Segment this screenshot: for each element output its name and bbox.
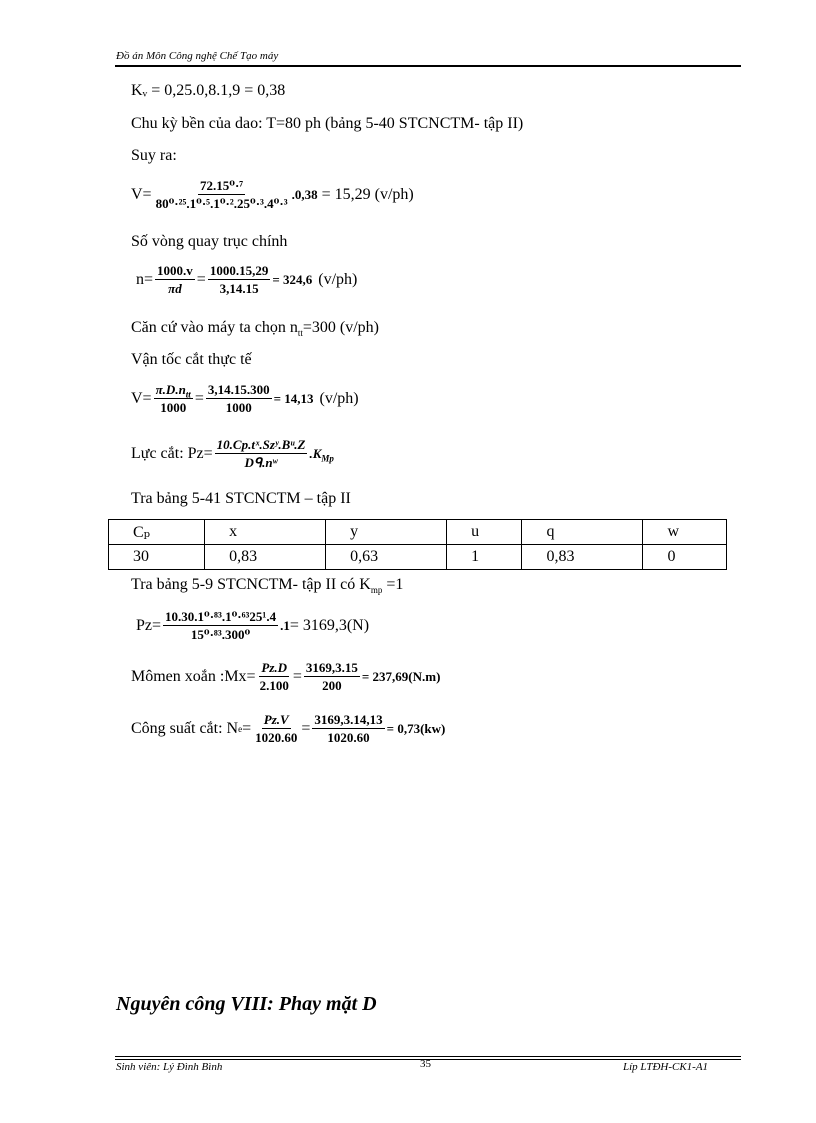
table-cell: 1 <box>447 545 522 570</box>
velocity-formula: V= $\frac{\text{72.15⁰·⁷}}{\text{80⁰·²⁵.1⁰·⁵.1⁰·².25⁰·³.4⁰·³}}$ .0,38 = 15,29 (v/ph) <box>131 178 414 211</box>
table-cell: 0 <box>643 545 727 570</box>
table-cell: w <box>643 520 727 545</box>
footer-rule <box>115 1056 741 1057</box>
table-cell: 0,83 <box>522 545 643 570</box>
cutting-force-value-formula: Pz= $\frac{\text{10.30.1⁰·⁸³.1⁰·⁶³25¹.4}}{\text{15⁰·⁸³.300⁰}}$ .1 = 3169,3(N) <box>136 609 370 642</box>
table-cell: x <box>205 520 326 545</box>
table-cell: 30 <box>109 545 205 570</box>
header-rule <box>115 65 741 67</box>
table-cell: u <box>447 520 522 545</box>
spindle-speed-heading: Số vòng quay trục chính <box>131 233 288 250</box>
torque-formula: Mômen xoắn :Mx= $\frac{Pz.D}{2.100}$ = $\frac{3169,3.15}{200}$ = 237,69(N.m) <box>131 660 441 693</box>
tool-life-line: Chu kỳ bền của dao: T=80 ph (bảng 5-40 STCNCTM- tập II) <box>131 115 524 132</box>
table-cell: 0,83 <box>205 545 326 570</box>
table-cell: q <box>522 520 643 545</box>
kmp-line: Tra bảng 5-9 STCNCTM- tập II có $K_{mp} =1$ <box>131 576 404 596</box>
header-title: Đồ án Môn Công nghệ Chế Tạo máy <box>116 50 279 62</box>
table-cell: y <box>326 520 447 545</box>
spindle-speed-formula: n= $\frac{1000.v}{\pi d}$ = $\frac{1000.15,29}{3,14.15}$ = 324,6 (v/ph) <box>136 263 358 296</box>
power-formula: Công suất cắt: N e = $\frac{Pz.V}{1020.60}$ = $\frac{3169,3.14,13}{1020.60}$ = 0,73(kw) <box>131 712 446 745</box>
suy-ra-line: Suy ra: <box>131 147 177 164</box>
coefficient-table <box>108 519 727 570</box>
table-row <box>109 545 727 570</box>
table-cell: 0,63 <box>326 545 447 570</box>
cutting-force-formula: Lực cắt: Pz= $\frac{\text{10.Cp.tˣ.Szʸ.Bᵘ.Z}}{\text{Dᑫ.nʷ}}$ $.K_{Mp}$ <box>131 437 334 470</box>
table-header-row <box>109 520 727 545</box>
footer-student: Sinh viên: Lý Đình Bình <box>116 1061 223 1073</box>
actual-velocity-heading: Vận tốc cắt thực tế <box>131 351 252 368</box>
section-title: Nguyên công VIII: Phay mặt D <box>116 993 377 1015</box>
kv-line: Kᵥ = 0,25.0,8.1,9 = 0,38 <box>131 82 286 99</box>
table-lookup-line: Tra bảng 5-41 STCNCTM – tập II <box>131 490 351 507</box>
table-cell: Cₚ <box>109 520 205 545</box>
velocity-fraction: $\frac{\text{72.15⁰·⁷}}{\text{80⁰·²⁵.1⁰·⁵.1⁰·².25⁰·³.4⁰·³}}$ <box>155 178 288 211</box>
footer-class: Líp LTĐH-CK1-A1 <box>623 1061 709 1073</box>
actual-velocity-formula: V= $\frac{\pi.D.n_{tt}}{1000}$ = $\frac{3,14.15.300}{1000}$ = 14,13 (v/ph) <box>131 382 359 415</box>
page-number: 35 <box>420 1058 431 1070</box>
machine-speed-line: Căn cứ vào máy ta chọn $n_{tt}=300$ (v/ph) <box>131 319 379 339</box>
